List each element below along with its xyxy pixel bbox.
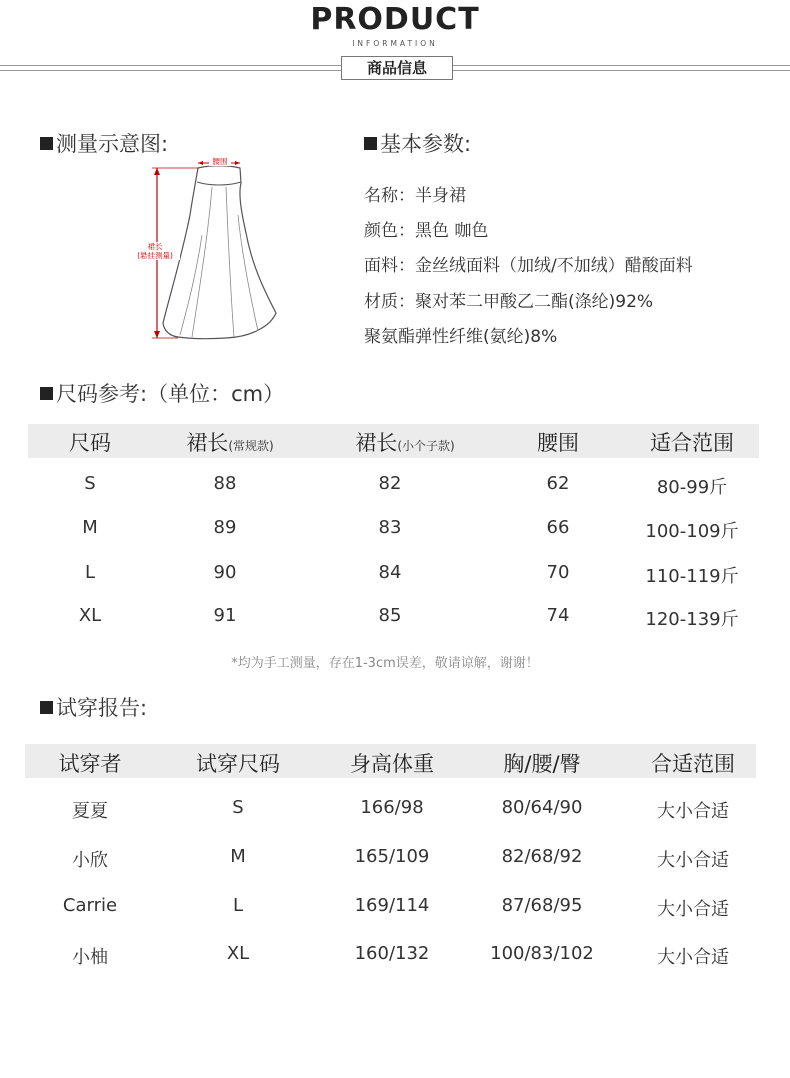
table-cell: 88	[213, 473, 237, 494]
trial-col-tester: 试穿者	[58, 752, 122, 776]
table-cell: 87/68/95	[501, 895, 583, 916]
param-name: 名称：半身裙	[364, 186, 466, 206]
table-cell: 100-109斤	[645, 521, 739, 542]
table-cell: 169/114	[354, 895, 430, 916]
size-section-title: 尺码参考:（单位：cm）	[40, 378, 284, 408]
table-cell: L	[84, 562, 96, 583]
table-cell: 74	[546, 605, 570, 626]
size-col-size: 尺码	[69, 431, 111, 455]
size-col-length-petite: 裙长(小个子款)	[355, 431, 455, 455]
header-badge: 商品信息	[341, 56, 453, 80]
table-cell: S	[232, 797, 244, 818]
params-section-title: 基本参数:	[364, 128, 471, 158]
table-cell: 62	[546, 473, 570, 494]
table-cell: 66	[546, 517, 570, 538]
table-cell: 110-119斤	[645, 566, 739, 587]
trial-col-fit: 合适范围	[651, 752, 735, 776]
table-cell: XL	[78, 605, 102, 626]
table-cell: 大小合适	[657, 801, 729, 822]
bullet-square-icon	[40, 137, 53, 150]
table-cell: 80/64/90	[501, 797, 583, 818]
trial-col-bust-waist-hip: 胸/腰/臀	[503, 752, 581, 776]
table-cell: 90	[213, 562, 237, 583]
length-label-main: 裙长	[147, 242, 163, 251]
header-divider-right-2	[453, 70, 790, 71]
bullet-square-icon	[40, 701, 53, 714]
size-col-waist: 腰围	[537, 431, 579, 455]
table-cell: 120-139斤	[645, 609, 739, 630]
table-cell: 大小合适	[657, 850, 729, 871]
table-cell: M	[230, 846, 246, 867]
bullet-square-icon	[364, 137, 377, 150]
param-color: 颜色：黑色 咖色	[364, 221, 489, 241]
size-col-fit-range: 适合范围	[650, 431, 734, 455]
header-divider-right	[453, 65, 790, 66]
table-cell: 小欣	[72, 850, 108, 871]
table-cell: 165/109	[354, 846, 430, 867]
table-cell: 83	[378, 517, 402, 538]
table-cell: L	[232, 895, 244, 916]
table-cell: 85	[378, 605, 402, 626]
param-material-2: 聚氨酯弹性纤维(氨纶)8%	[364, 327, 558, 347]
param-material-1: 材质：聚对苯二甲酸乙二酯(涤纶)92%	[364, 292, 654, 312]
table-cell: 91	[213, 605, 237, 626]
table-cell: 82/68/92	[501, 846, 583, 867]
trial-col-size: 试穿尺码	[196, 752, 280, 776]
table-cell: Carrie	[62, 895, 118, 916]
header-divider-left	[0, 65, 341, 66]
bullet-square-icon	[40, 387, 53, 400]
measure-section-title: 测量示意图:	[40, 128, 168, 158]
length-label-sub: (悬挂测量)	[137, 251, 173, 260]
table-cell: 大小合适	[657, 899, 729, 920]
page-subtitle: INFORMATION	[352, 39, 438, 48]
table-cell: 大小合适	[657, 947, 729, 968]
table-cell: 70	[546, 562, 570, 583]
trial-col-height-weight: 身高体重	[350, 752, 434, 776]
table-cell: S	[84, 473, 96, 494]
page-title: PRODUCT	[310, 2, 480, 37]
header-divider-left-2	[0, 70, 341, 71]
size-col-length-regular: 裙长(常规款)	[186, 431, 274, 455]
measurement-note: *均为手工测量，存在1-3cm误差，敬请谅解，谢谢！	[231, 656, 539, 671]
table-cell: 84	[378, 562, 402, 583]
table-cell: 夏夏	[72, 801, 108, 822]
table-cell: 89	[213, 517, 237, 538]
table-cell: 100/83/102	[490, 943, 594, 964]
table-cell: 小柚	[72, 947, 108, 968]
length-label	[130, 242, 180, 260]
param-fabric: 面料：金丝绒面料（加绒/不加绒）醋酸面料	[364, 256, 693, 276]
table-cell: M	[82, 517, 98, 538]
table-cell: XL	[226, 943, 250, 964]
table-cell: 80-99斤	[656, 477, 728, 498]
table-cell: 160/132	[354, 943, 430, 964]
trial-section-title: 试穿报告:	[40, 692, 147, 722]
waist-label: 腰围	[209, 157, 231, 166]
table-cell: 166/98	[360, 797, 424, 818]
table-cell: 82	[378, 473, 402, 494]
